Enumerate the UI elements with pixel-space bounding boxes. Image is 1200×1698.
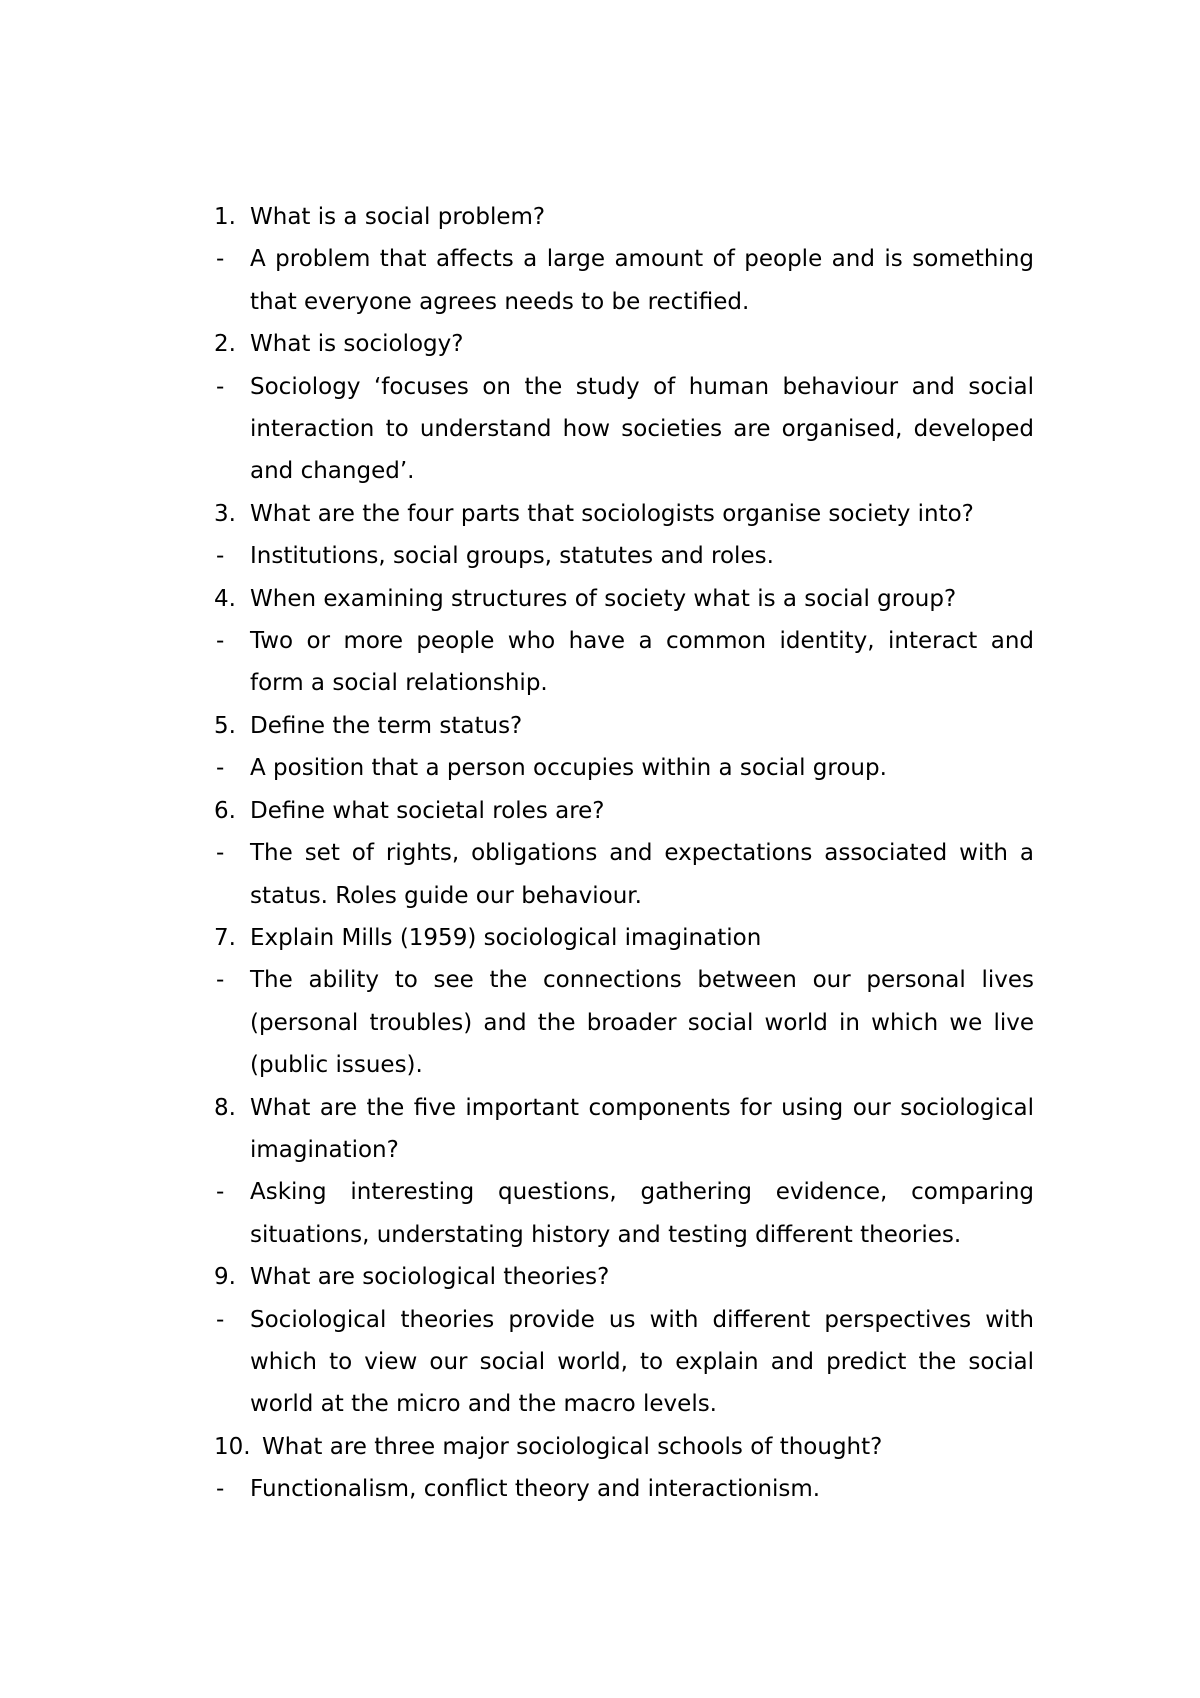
question-item [214,196,1034,238]
question-item [214,917,1034,959]
answer-item [214,1171,1034,1256]
answer-item [214,366,1034,493]
answer-text: The set of rights, obligations and expectations associated with a status. Roles guide our behaviour. [250,840,1034,909]
question-number: 7. [214,924,236,951]
question-text: What are three major sociological schools of thought? [262,1433,883,1460]
answer-item [214,238,1034,323]
question-number: 10. [214,1433,251,1460]
answer-text: Sociology ‘focuses on the study of human behaviour and social interaction to understand how societies are organised, developed and changed’. [250,373,1034,485]
question-item [214,1426,1034,1468]
answer-item [214,959,1034,1086]
answer-dash: - [216,543,225,570]
question-text: What are sociological theories? [250,1264,610,1291]
answer-item [214,1299,1034,1426]
question-item [214,323,1034,365]
answer-dash: - [216,1179,225,1206]
question-number: 8. [214,1094,236,1121]
question-number: 4. [214,585,236,612]
question-number: 3. [214,500,236,527]
answer-text: Functionalism, conflict theory and interactionism. [250,1476,821,1503]
question-number: 9. [214,1264,236,1291]
question-text: What are the five important components for using our sociological imagination? [250,1094,1034,1163]
question-text: What are the four parts that sociologists organise society into? [250,500,974,527]
question-item [214,790,1034,832]
question-text: What is a social problem? [250,204,546,230]
question-item [214,1087,1034,1172]
answer-dash: - [216,967,225,994]
answer-text: A problem that affects a large amount of people and is something that everyone agrees needs to be rectified. [250,246,1034,315]
answer-text: The ability to see the connections between our personal lives (personal troubles) and the broader social world in which we live (public issues). [250,967,1034,1079]
answer-text: Sociological theories provide us with different perspectives with which to view our social world, to explain and predict the social world at the micro and the macro levels. [250,1306,1034,1418]
answer-dash: - [216,1306,225,1333]
question-item [214,1256,1034,1298]
question-text: Explain Mills (1959) sociological imagination [250,924,762,951]
question-number: 1. [214,204,236,230]
answer-dash: - [216,1476,225,1503]
answer-item [214,620,1034,705]
answer-item [214,535,1034,577]
question-text: When examining structures of society what is a social group? [250,585,957,612]
question-number: 6. [214,797,236,824]
answer-dash: - [216,840,225,867]
answer-item [214,747,1034,789]
question-item [214,705,1034,747]
answer-text: A position that a person occupies within a social group. [250,755,887,782]
question-number: 2. [214,331,236,358]
answer-text: Asking interesting questions, gathering evidence, comparing situations, understating history and testing different theories. [250,1179,1034,1248]
answer-item [214,832,1034,917]
question-text: What is sociology? [250,331,464,358]
question-item [214,578,1034,620]
question-item [214,493,1034,535]
question-answer-list [214,196,1034,1511]
answer-item [214,1468,1034,1510]
answer-dash: - [216,246,225,273]
answer-text: Institutions, social groups, statutes and roles. [250,543,774,570]
answer-dash: - [216,373,225,400]
answer-text: Two or more people who have a common identity, interact and form a social relationship. [250,628,1034,697]
answer-dash: - [216,755,225,782]
answer-dash: - [216,628,225,655]
question-text: Define what societal roles are? [250,797,605,824]
question-text: Define the term status? [250,712,523,739]
question-number: 5. [214,712,236,739]
